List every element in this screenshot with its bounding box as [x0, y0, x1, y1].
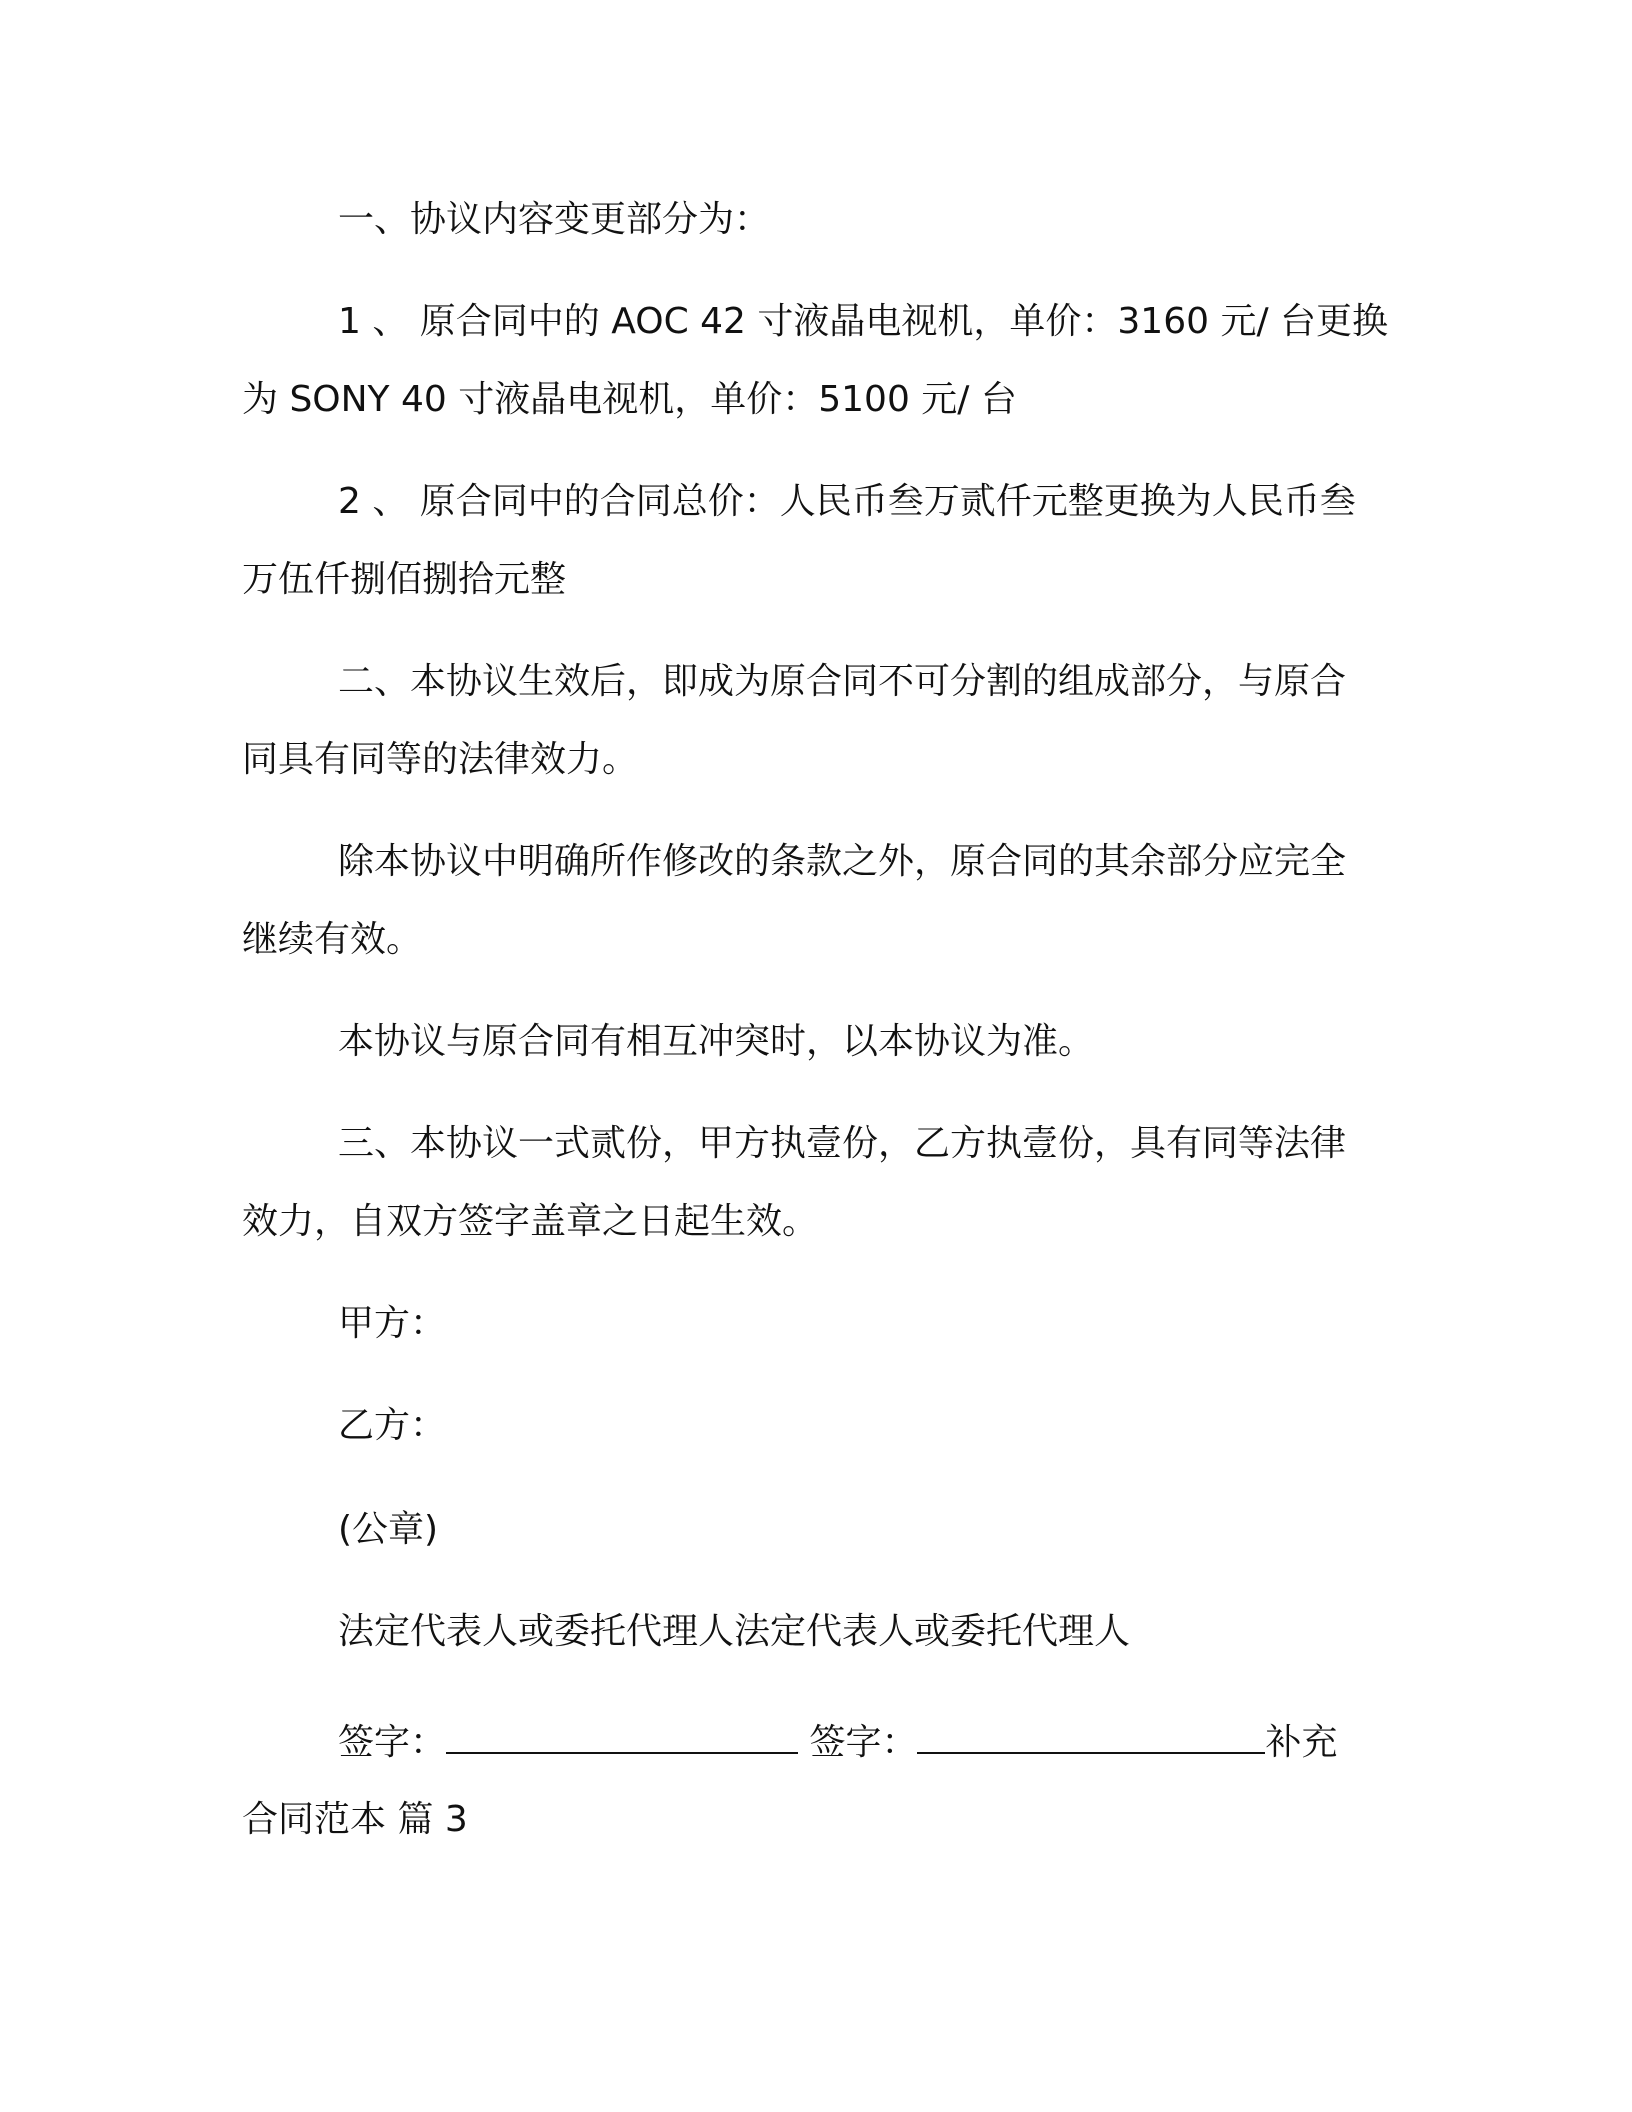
- signature-line-1: [446, 1718, 798, 1754]
- conflict-clause: 本协议与原合同有相互冲突时，以本协议为准。: [338, 1021, 1095, 1062]
- item-2-line-1: 2 、 原合同中的合同总价：人民币叁万贰仟元整更换为人民币叁: [338, 481, 1356, 522]
- clause-2-line-2: 同具有同等的法律效力。: [242, 739, 639, 780]
- change-heading: 一、协议内容变更部分为：: [338, 199, 771, 240]
- clause-3-line-1: 三、本协议一式贰份，甲方执壹份，乙方执壹份，具有同等法律: [338, 1123, 1347, 1164]
- seal-label: (公章): [338, 1509, 439, 1550]
- clause-2-line-1: 二、本协议生效后，即成为原合同不可分割的组成部分，与原合: [338, 661, 1347, 702]
- signature-label-2: 签字：: [809, 1722, 918, 1763]
- signature-row: [338, 1718, 1338, 1767]
- party-b-label: 乙方：: [338, 1405, 447, 1446]
- clause-3-line-2: 效力，自双方签字盖章之日起生效。: [242, 1201, 819, 1242]
- item-1-line-1: 1 、 原合同中的 AOC 42 寸液晶电视机，单价：3160 元/ 台更换: [338, 301, 1389, 342]
- signature-tail: 补充: [1265, 1722, 1338, 1763]
- representatives-label: 法定代表人或委托代理人法定代表人或委托代理人: [338, 1611, 1131, 1652]
- next-section-title: 合同范本 篇 3: [242, 1799, 468, 1840]
- item-2-line-2: 万伍仟捌佰捌拾元整: [242, 559, 567, 600]
- party-a-label: 甲方：: [338, 1303, 447, 1344]
- signature-line-2: [917, 1718, 1265, 1754]
- remainder-line-2: 继续有效。: [242, 919, 423, 960]
- remainder-line-1: 除本协议中明确所作修改的条款之外，原合同的其余部分应完全: [338, 841, 1347, 882]
- item-1-line-2: 为 SONY 40 寸液晶电视机，单价：5100 元/ 台: [242, 379, 1017, 420]
- signature-label-1: 签字：: [338, 1722, 447, 1763]
